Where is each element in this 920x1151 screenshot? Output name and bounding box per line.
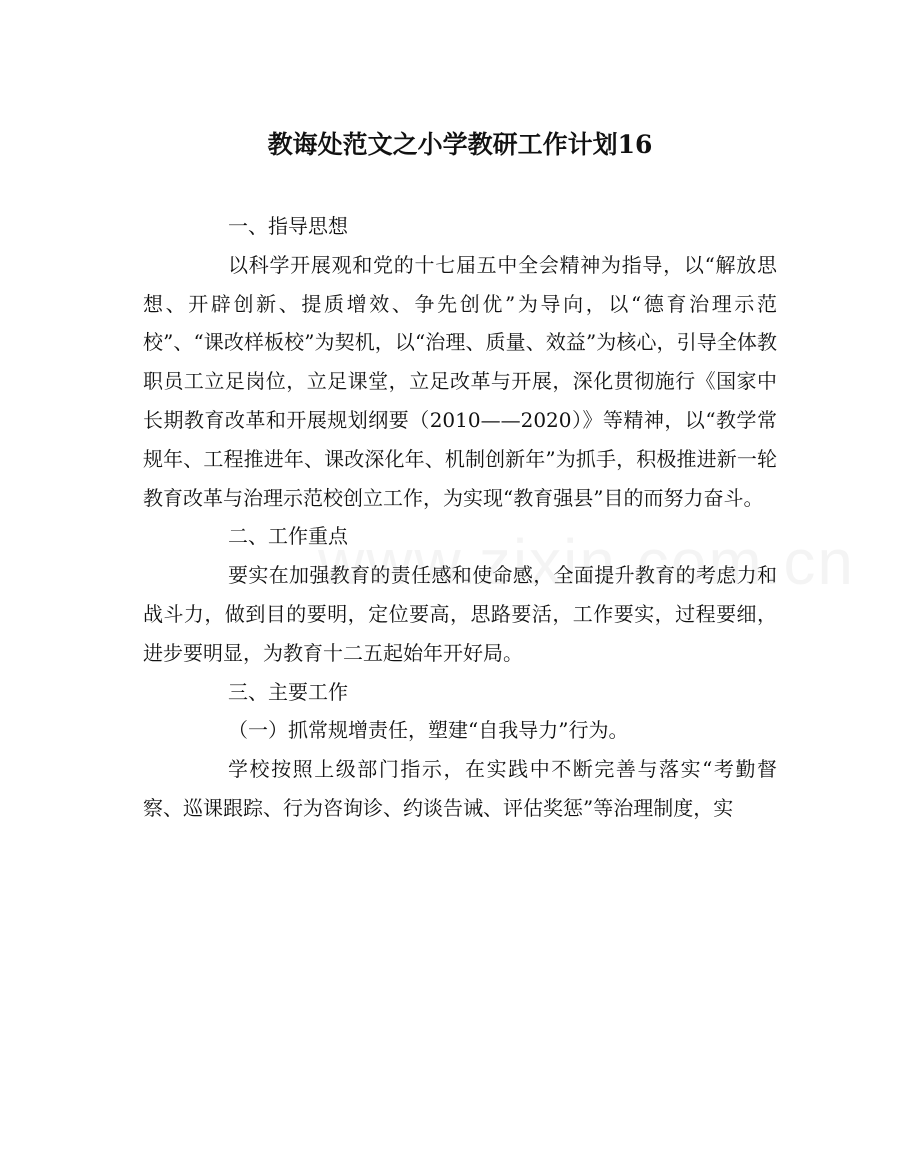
section-heading-guiding-ideology: 一、指导思想 — [228, 214, 348, 238]
section-heading-main-work: 三、主要工作 — [228, 679, 348, 704]
subsection-heading-routine: （一）抓常规增责任，塑建“自我导力”行为。 — [228, 718, 629, 743]
paragraph-work-focus: 要实在加强教育的责任感和使命感，全面提升教育的考虑力和战斗力，做到目的要明，定位要高，思路要活，工作要实，过程要细，进步要明显，为教育十二五起始年开好局。 — [143, 563, 777, 665]
section-heading-work-focus: 二、工作重点 — [228, 524, 348, 549]
paragraph-routine: 学校按照上级部门指示，在实践中不断完善与落实“考勤督察、巡课跟踪、行为咨询诊、约谈告诫、评估奖惩”等治理制度，实 — [143, 757, 777, 820]
document-title: 教诲处范文之小学教研工作计划16 — [267, 130, 653, 159]
paragraph-guiding-ideology: 以科学开展观和党的十七届五中全会精神为指导，以“解放思想、开辟创新、提质增效、争先创优”为导向，以“德育治理示范校”、“课改样板校”为契机，以“治理、质量、效益”为核心，引导全体教职员工立足岗位，立足课堂，立足改革与开展，深化贯彻施行《国家中长期教育改革和开展规划纲要（2010——2020）》等精神，以“教学常规年、工程推进年、课改深化年、机制创新年”为抓手，积极推进新一轮教育改革与治理示范校创立工作，为实现“教育强县”目的而努力奋斗。 — [143, 252, 777, 510]
document-body — [143, 207, 777, 828]
